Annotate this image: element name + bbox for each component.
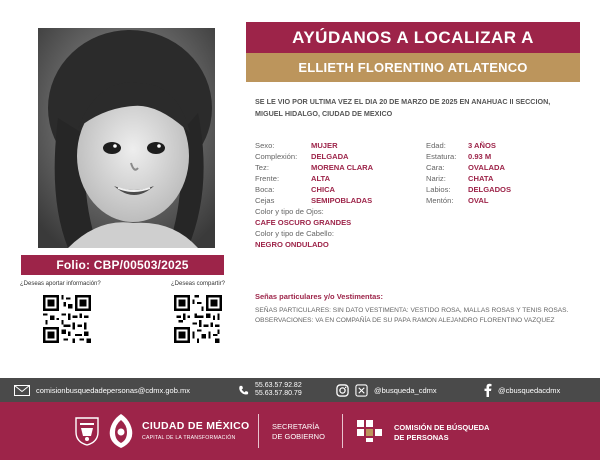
email-icon — [14, 385, 30, 396]
detail-label: Mentón: — [426, 196, 454, 205]
child-photo — [38, 28, 215, 248]
contact-band — [0, 378, 600, 402]
detail-cejas — [255, 196, 373, 205]
detail-label: Nariz: — [426, 174, 446, 183]
help-locate-header: AYÚDANOS A LOCALIZAR A — [246, 22, 580, 53]
footer-divider — [258, 414, 259, 448]
detail-label: Color y tipo de Cabello: — [255, 229, 334, 238]
detail-label: Estatura: — [426, 152, 457, 161]
detail-labios — [426, 185, 512, 194]
detail-label: Sexo: — [255, 141, 275, 150]
cbp-logo-icon — [357, 420, 383, 442]
vestimentas-title: Señas particulares y/o Vestimentas: — [255, 292, 383, 301]
person-name-header: ELLIETH FLORENTINO ATLATENCO — [246, 53, 580, 82]
detail-value: OVALADA — [468, 163, 505, 172]
detail-value: CAFE OSCURO GRANDES — [255, 218, 352, 227]
detail-value: MUJER — [311, 141, 338, 150]
secretaria-line2: DE GOBIERNO — [272, 432, 325, 441]
detail-complexion — [255, 152, 349, 161]
phone-number-1: 55.63.57.92.82 — [255, 381, 302, 389]
detail-value: CHICA — [311, 185, 336, 194]
detail-tez — [255, 163, 374, 172]
detail-estatura — [426, 152, 492, 161]
detail-edad — [426, 141, 496, 150]
instagram-icon — [336, 384, 349, 397]
cdmx-subtitle: CAPITAL DE LA TRANSFORMACIÓN — [142, 435, 236, 441]
detail-label: Complexión: — [255, 152, 298, 161]
secretaria-line1: SECRETARÍA — [272, 422, 320, 431]
detail-value: OVAL — [468, 196, 489, 205]
detail-label: Cara: — [426, 163, 445, 172]
cdmx-shield-logo — [74, 416, 100, 446]
qr-code-info[interactable] — [43, 295, 91, 343]
vestimentas-text: SEÑAS PARTICULARES: SIN DATO VESTIMENTA: VESTIDO ROSA, MALLAS ROSAS Y TENIS ROSAS. OBSERVACIONES: VA EN COMPAÑÍA DE SU PAPA RAMON ALEJANDRO FLORENTINO VAZQUEZ — [255, 307, 569, 324]
vestimentas-section — [255, 292, 590, 326]
cbp-logo-text — [394, 423, 489, 442]
footer-divider — [342, 414, 343, 448]
contact-facebook[interactable] — [483, 378, 560, 402]
detail-value: ALTA — [311, 174, 331, 183]
cdmx-emblem-logo — [104, 412, 138, 450]
detail-label: Edad: — [426, 141, 446, 150]
phone-icon — [238, 385, 249, 396]
detail-ojos-label — [255, 207, 324, 216]
last-seen-text: SE LE VIO POR ULTIMA VEZ EL DIA 20 DE MARZO DE 2025 EN ANAHUAC II SECCION, MIGUEL HIDALGO, CIUDAD DE MEXICO — [255, 97, 551, 118]
detail-label: Cejas — [255, 196, 275, 205]
detail-value: DELGADA — [311, 152, 349, 161]
detail-value: 3 AÑOS — [468, 141, 496, 150]
detail-frente — [255, 174, 331, 183]
detail-label: Labios: — [426, 185, 451, 194]
detail-label: Boca: — [255, 185, 275, 194]
qr-info-label: ¿Deseas aportar información? — [20, 281, 101, 287]
instagram-handle: @busqueda_cdmx — [374, 385, 437, 395]
contact-email[interactable] — [14, 378, 190, 402]
contact-phones[interactable] — [238, 378, 302, 402]
facebook-handle: @cbusquedacdmx — [498, 385, 561, 395]
detail-value: NEGRO ONDULADO — [255, 240, 329, 249]
contact-instagram[interactable] — [336, 378, 437, 402]
detail-label: Tez: — [255, 163, 269, 172]
qr-code-share[interactable] — [174, 295, 222, 343]
detail-value: 0.93 M — [468, 152, 492, 161]
cbp-line1: COMISIÓN DE BÚSQUEDA — [394, 423, 490, 432]
folio-label: Folio: CBP/00503/2025 — [21, 255, 224, 275]
detail-cabello-value — [255, 240, 329, 249]
detail-value: DELGADOS — [468, 185, 512, 194]
email-text: comisionbusquedadepersonas@cdmx.gob.mx — [36, 385, 190, 395]
detail-label: Frente: — [255, 174, 280, 183]
cdmx-title: CIUDAD DE MÉXICO — [142, 420, 250, 432]
qr-share-label: ¿Deseas compartir? — [171, 281, 226, 287]
detail-label: Color y tipo de Ojos: — [255, 207, 324, 216]
detail-menton — [426, 196, 489, 205]
cbp-line2: DE PERSONAS — [394, 432, 449, 442]
detail-value: SEMIPOBLADAS — [311, 196, 373, 205]
detail-cabello-label — [255, 229, 334, 238]
footer-logos — [0, 402, 600, 460]
detail-nariz — [426, 174, 494, 183]
twitter-icon — [355, 384, 368, 397]
secretaria-logo-text — [272, 422, 325, 442]
detail-cara — [426, 163, 505, 172]
detail-sexo — [255, 141, 338, 150]
detail-value: CHATA — [468, 174, 494, 183]
facebook-icon — [483, 383, 492, 397]
detail-value: MORENA CLARA — [311, 163, 374, 172]
cdmx-logo-text — [142, 420, 249, 441]
detail-ojos-value — [255, 218, 351, 227]
phone-number-2: 55.63.57.80.79 — [255, 390, 302, 397]
detail-boca — [255, 185, 336, 194]
